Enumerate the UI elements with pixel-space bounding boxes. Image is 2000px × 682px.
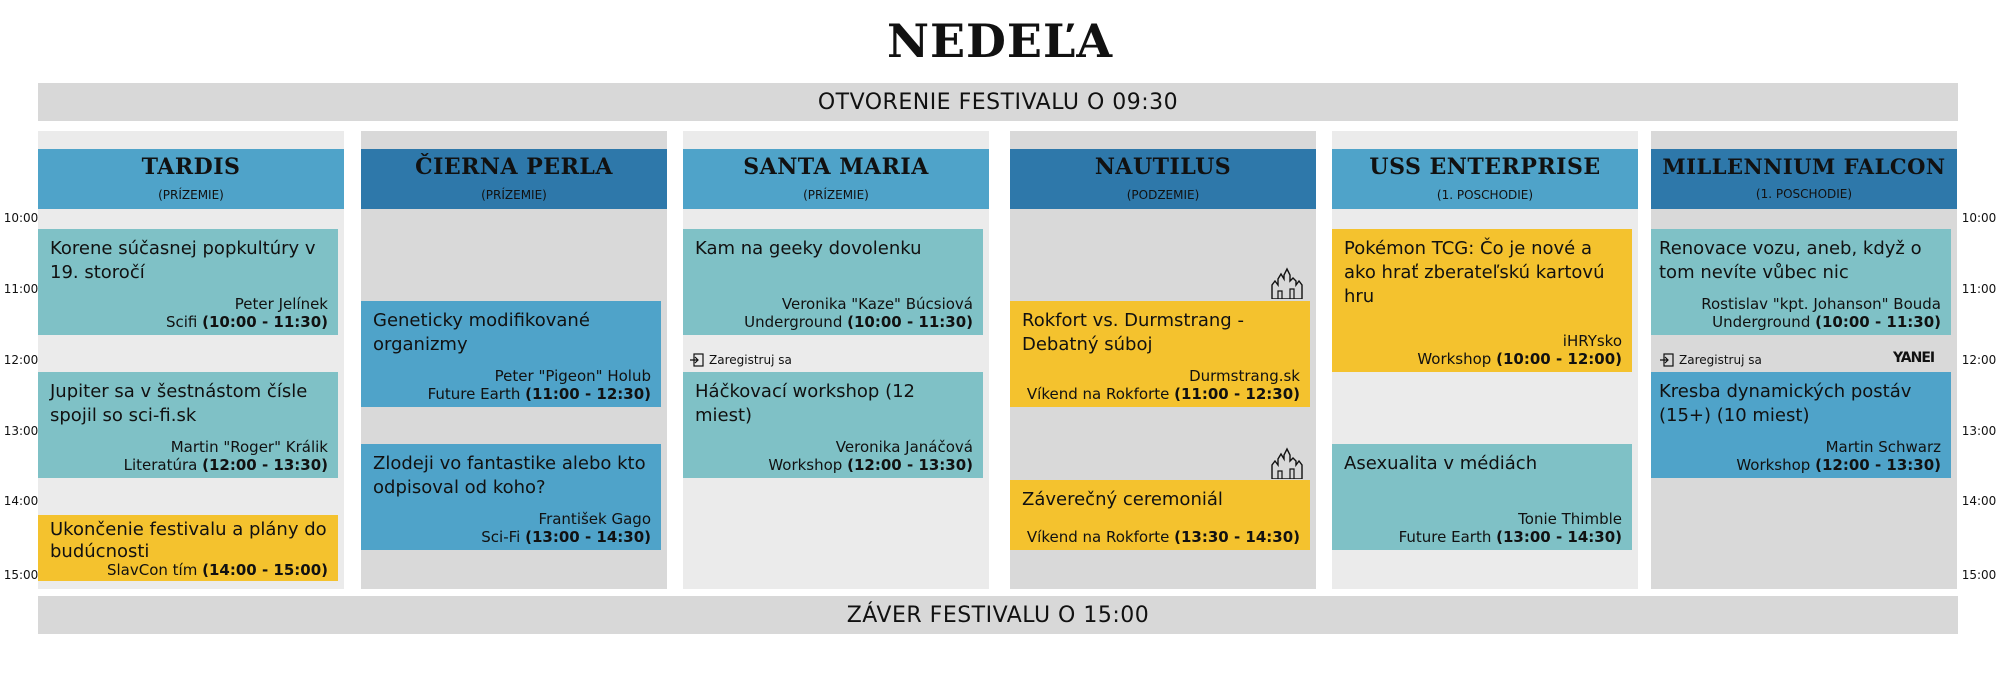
- login-icon: [689, 352, 705, 368]
- event-category: Workshop: [1736, 456, 1811, 474]
- event-title: Renovace vozu, aneb, když o tom nevíte vůbec nic: [1659, 238, 1922, 283]
- event-category: SlavCon tím: [106, 561, 198, 579]
- event-title: Jupiter sa v šestnástom čísle spojil so sci-fi.sk: [50, 381, 308, 426]
- event-title: Pokémon TCG: Čo je nové a ako hrať zberateľskú kartovú hru: [1344, 238, 1605, 307]
- event-speaker: Martin Schwarz: [1825, 438, 1941, 456]
- register-label: Zaregistruj sa: [1679, 353, 1762, 367]
- event-time: (12:00 - 13:30): [1815, 456, 1941, 474]
- room-floor: (1. POSCHODIE): [1436, 188, 1534, 202]
- room-header: [361, 149, 667, 209]
- event-time: (13:00 - 14:30): [1496, 528, 1622, 546]
- sponsor-logo: YANEI: [1893, 350, 1935, 366]
- room-column-nautilus: [1010, 131, 1316, 589]
- room-column-cierna-perla: [361, 131, 667, 589]
- login-icon: [1659, 352, 1675, 368]
- room-floor: (PRÍZEMIE): [803, 188, 869, 202]
- time-label: 10:00: [3, 211, 39, 225]
- time-label: 11:00: [3, 282, 39, 296]
- event-card[interactable]: [38, 515, 338, 581]
- time-label: 10:00: [1961, 211, 1997, 225]
- time-label: 15:00: [1961, 568, 1997, 582]
- event-title: Zlodeji vo fantastike alebo kto odpisoval od koho?: [373, 453, 646, 498]
- event-category: Víkend na Rokforte: [1026, 528, 1170, 546]
- event-title: Kresba dynamických postáv (15+) (10 miest): [1659, 381, 1912, 426]
- room-column-uss-enterprise: [1332, 131, 1638, 589]
- opening-banner: OTVORENIE FESTIVALU O 09:30: [38, 83, 1958, 121]
- event-card[interactable]: [1332, 444, 1632, 550]
- event-speaker: František Gago: [538, 510, 651, 528]
- event-time: (10:00 - 11:30): [1815, 313, 1941, 331]
- event-time: (12:00 - 13:30): [847, 456, 973, 474]
- time-label: 14:00: [3, 494, 39, 508]
- room-name: MILLENNIUM FALCON: [1662, 154, 1946, 179]
- closing-banner: ZÁVER FESTIVALU O 15:00: [38, 596, 1958, 634]
- event-title: Kam na geeky dovolenku: [695, 238, 922, 259]
- event-card[interactable]: [1651, 229, 1951, 335]
- event-card[interactable]: [361, 301, 661, 407]
- event-card[interactable]: [1651, 372, 1951, 478]
- event-category: Scifi: [165, 313, 198, 331]
- event-time: (14:00 - 15:00): [202, 561, 328, 579]
- event-category: Future Earth: [1398, 528, 1492, 546]
- room-column-millennium-falcon: [1651, 131, 1957, 589]
- room-name: ČIERNA PERLA: [415, 154, 613, 180]
- room-header: [1010, 149, 1316, 209]
- room-name: NAUTILUS: [1094, 154, 1232, 180]
- register-label: Zaregistruj sa: [709, 353, 792, 367]
- event-category: Underground: [744, 313, 843, 331]
- event-time: (13:30 - 14:30): [1174, 528, 1300, 546]
- room-floor: (PODZEMIE): [1126, 188, 1200, 202]
- event-card[interactable]: [1332, 229, 1632, 372]
- register-link[interactable]: [689, 351, 792, 369]
- event-time: (11:00 - 12:30): [1174, 385, 1300, 403]
- event-category: Workshop: [1417, 350, 1492, 368]
- room-floor: (1. POSCHODIE): [1755, 187, 1853, 201]
- time-label: 12:00: [1961, 353, 1997, 367]
- room-column-tardis: [38, 131, 344, 589]
- event-category: Underground: [1712, 313, 1811, 331]
- page-title: NEDEĽA: [886, 14, 1114, 68]
- event-category: Future Earth: [427, 385, 521, 403]
- castle-icon: [1270, 267, 1308, 299]
- event-title: Háčkovací workshop (12 miest): [695, 381, 915, 426]
- room-floor: (PRÍZEMIE): [158, 188, 224, 202]
- event-card[interactable]: [683, 372, 983, 478]
- event-card[interactable]: [683, 229, 983, 335]
- event-title: Korene súčasnej popkultúry v 19. storočí: [50, 238, 316, 283]
- castle-icon: [1270, 447, 1308, 479]
- event-card[interactable]: [38, 372, 338, 478]
- event-category: Sci-Fi: [481, 528, 521, 546]
- time-label: 12:00: [3, 353, 39, 367]
- time-label: 11:00: [1961, 282, 1997, 296]
- event-category: Literatúra: [123, 456, 198, 474]
- time-label: 14:00: [1961, 494, 1997, 508]
- event-title: Záverečný ceremoniál: [1022, 489, 1223, 510]
- room-name: TARDIS: [141, 154, 241, 180]
- event-time: (12:00 - 13:30): [202, 456, 328, 474]
- event-title: Geneticky modifikované organizmy: [373, 310, 590, 355]
- event-card[interactable]: [38, 229, 338, 335]
- event-title: Asexualita v médiách: [1344, 453, 1538, 474]
- register-link[interactable]: [1659, 351, 1762, 369]
- event-time: (10:00 - 11:30): [847, 313, 973, 331]
- event-time: (10:00 - 12:00): [1496, 350, 1622, 368]
- room-header: [1332, 149, 1638, 209]
- event-category: Víkend na Rokforte: [1026, 385, 1170, 403]
- room-header: [1651, 149, 1957, 209]
- event-speaker: Martin "Roger" Králik: [170, 438, 328, 456]
- event-card[interactable]: [1010, 480, 1310, 550]
- room-header: [683, 149, 989, 209]
- event-speaker: Tonie Thimble: [1518, 510, 1622, 528]
- time-label: 15:00: [3, 568, 39, 582]
- event-time: (13:00 - 14:30): [525, 528, 651, 546]
- time-label: 13:00: [3, 424, 39, 438]
- event-speaker: Peter Jelínek: [234, 295, 328, 313]
- event-title: Ukončenie festivalu a plány do budúcnosti: [50, 519, 327, 562]
- event-speaker: Veronika Janáčová: [835, 438, 973, 456]
- room-column-santa-maria: [683, 131, 989, 589]
- event-speaker: Peter "Pigeon" Holub: [494, 367, 651, 385]
- event-title: Rokfort vs. Durmstrang - Debatný súboj: [1022, 310, 1244, 355]
- event-time: (10:00 - 11:30): [202, 313, 328, 331]
- time-label: 13:00: [1961, 424, 1997, 438]
- event-speaker: Veronika "Kaze" Búcsiová: [781, 295, 973, 313]
- event-speaker: Rostislav "kpt. Johanson" Bouda: [1701, 295, 1941, 313]
- event-speaker: Durmstrang.sk: [1189, 367, 1300, 385]
- room-header: [38, 149, 344, 209]
- room-floor: (PRÍZEMIE): [481, 188, 547, 202]
- event-card[interactable]: [361, 444, 661, 550]
- room-name: SANTA MARIA: [743, 154, 929, 180]
- event-speaker: iHRYsko: [1562, 332, 1622, 350]
- room-name: USS ENTERPRISE: [1369, 154, 1601, 180]
- event-time: (11:00 - 12:30): [525, 385, 651, 403]
- event-card[interactable]: [1010, 301, 1310, 407]
- event-category: Workshop: [768, 456, 843, 474]
